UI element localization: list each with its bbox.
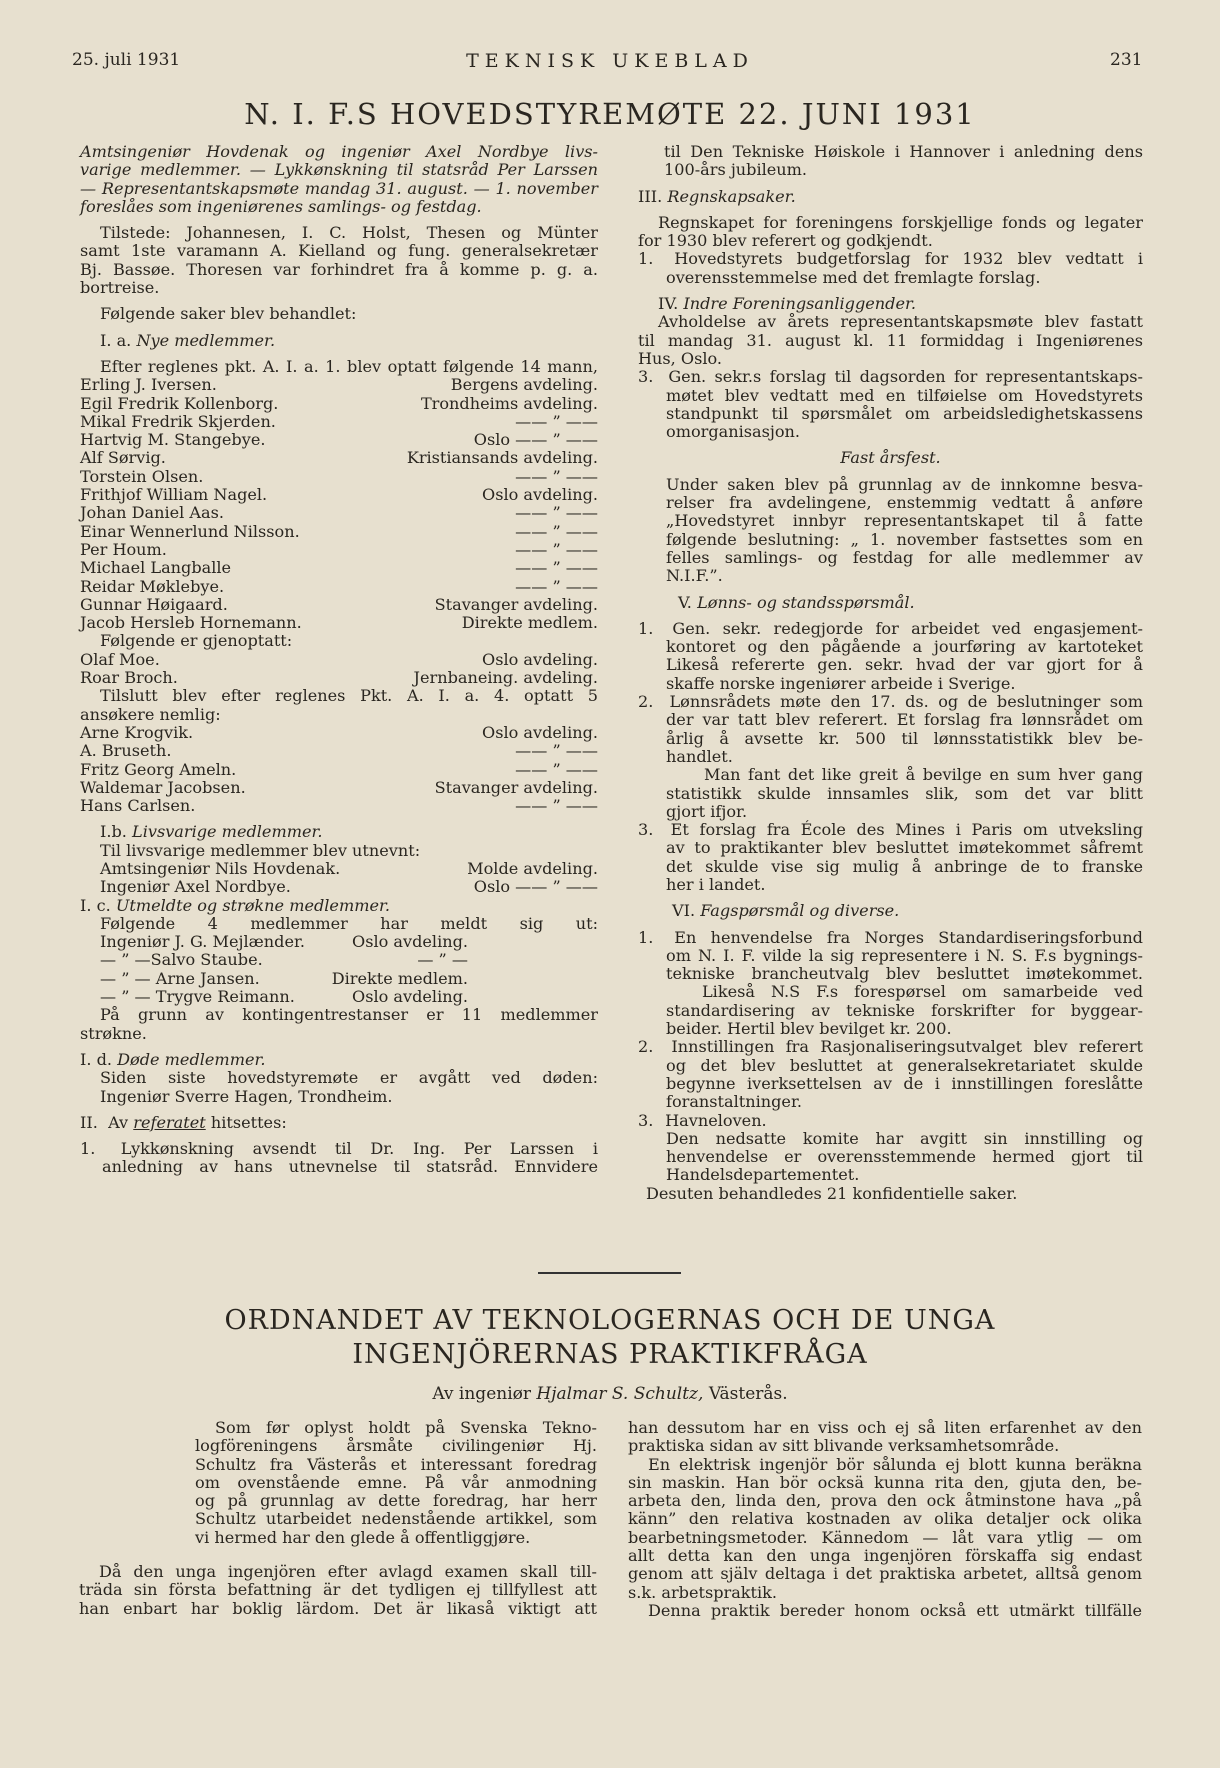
item-text: Gen. sekr.s forslag til dagsorden for representantskaps- — [668, 367, 1143, 387]
text-line — [638, 368, 1143, 386]
member-list-new — [80, 376, 598, 632]
member-division: —— ” —— — [515, 539, 598, 559]
text-line: N.I.F.”. — [666, 566, 723, 586]
summary-line: varige medlemmer. — Lykkønskning til statsråd Per Larssen — [80, 160, 598, 180]
member-division: Oslo avdeling. — [482, 485, 598, 505]
text-line: Schultz utarbeidet nedenstående artikkel, som — [195, 1509, 597, 1529]
text-line: skaffe norske ingeniører arbeide i Sverige. — [666, 673, 1016, 693]
member-row — [80, 468, 598, 486]
member-row — [80, 486, 598, 504]
text-line — [638, 1038, 1143, 1056]
text-line: Regnskapet for foreningens forskjellige fonds og legater — [658, 212, 1143, 232]
member-row — [80, 578, 598, 596]
section-divider — [538, 1272, 681, 1274]
section-number: VI. — [672, 901, 696, 921]
member-list-resigned — [80, 933, 598, 1006]
member-division: Oslo —— ” —— — [473, 430, 598, 450]
member-name: — ” — Arne Jansen. — [100, 968, 260, 988]
text-line: vi hermed har den glede å offentliggjøre. — [195, 1527, 531, 1547]
text-line: relser fra avdelingene, enstemmig vedtatt å anføre — [666, 493, 1143, 513]
item-text: Hovedstyrets budgetforslag for 1932 blev vedtatt i — [674, 249, 1143, 269]
member-name: Mikal Fredrik Skjerden. — [80, 411, 276, 431]
text-line: møtet blev vedtatt med en tilføielse om Hovedstyrets — [666, 385, 1143, 405]
text-line: arbeta den, linda den, prova den ock åtminstone hava „på — [628, 1491, 1142, 1511]
section-title: Nye medlemmer. — [136, 330, 276, 350]
member-row — [100, 860, 598, 878]
section-prefix: Av — [108, 1112, 129, 1132]
member-list-lifetime — [80, 860, 598, 897]
text-line: handlet. — [666, 746, 733, 766]
text-line: for 1930 blev referert og godkjendt. — [638, 231, 933, 251]
text-line: samt 1ste varamann A. Kielland og fung. generalsekretær — [80, 241, 598, 261]
member-name: Ingeniør Axel Nordbye. — [100, 877, 291, 897]
member-row — [80, 523, 598, 541]
text-line: Tilslutt blev efter reglenes Pkt. A. I. a. 4. optatt 5 — [100, 686, 598, 706]
member-name: Arne Krogvik. — [80, 722, 194, 742]
member-row — [80, 413, 598, 431]
text-line: der var tatt blev referert. Et forslag fra lønnsrådet om — [666, 710, 1143, 730]
text-line: anledning av hans utnevnelse til statsråd. Ennvidere — [102, 1157, 598, 1177]
member-row — [80, 449, 598, 467]
member-row — [80, 724, 598, 742]
text-line: praktiska sidan av sitt blivande verksamhetsområde. — [628, 1436, 1060, 1456]
section-heading — [80, 897, 598, 915]
member-name: Erling J. Iversen. — [80, 375, 217, 395]
text-line: Hus, Oslo. — [638, 348, 723, 368]
page-number: 231 — [1110, 50, 1143, 70]
member-name: Hans Carlsen. — [80, 796, 196, 816]
text-line: her i landet. — [666, 874, 766, 894]
member-row — [100, 970, 468, 988]
text-line: overensstemmelse med det fremlagte forslag. — [666, 267, 1041, 287]
member-division: —— ” —— — [515, 521, 598, 541]
member-row — [80, 742, 598, 760]
text-line: omorganisasjon. — [666, 422, 801, 442]
text-line: Den nedsatte komite har avgitt sin innstilling og — [666, 1128, 1143, 1148]
article1-left-column — [80, 143, 598, 1177]
author-place: Västerås. — [708, 1384, 788, 1404]
text-line: genom att själv deltaga i det praktiska arbetet, alltså genom — [628, 1564, 1142, 1584]
text-line: 100-års jubileum. — [664, 160, 808, 180]
member-division: —— ” —— — [515, 796, 598, 816]
member-division: Stavanger avdeling. — [434, 594, 598, 614]
member-division: —— ” —— — [515, 576, 598, 596]
text-line: om ovenstående emne. På vår anmodning — [195, 1472, 597, 1492]
subheading: Fast årsfest. — [840, 448, 941, 468]
member-row — [80, 376, 598, 394]
text-line: henvendelse er overensstemmende hermed gjort til — [666, 1147, 1143, 1167]
item-text: Lykkønskning avsendt til Dr. Ing. Per Larssen i — [120, 1139, 598, 1159]
text-line: logföreningens årsmåte civilingeniør Hj. — [195, 1436, 597, 1456]
member-name: Amtsingeniør Nils Hovdenak. — [100, 858, 341, 878]
text-line: kontoret og den pågående a jourføring av kartoteket — [666, 637, 1143, 657]
text-line: Følgende saker blev behandlet: — [100, 304, 357, 324]
text-line: „Hovedstyret innbyr representantskapet til å fatte — [666, 511, 1143, 531]
member-division: Oslo avdeling. — [352, 932, 468, 952]
member-name: Alf Sørvig. — [80, 448, 166, 468]
text-line: Likeså refererte gen. sekr. hvad der var gjort for å — [666, 655, 1143, 675]
page-date: 25. juli 1931 — [72, 50, 181, 70]
text-line: gjort ifjor. — [666, 801, 748, 821]
member-division: —— ” —— — [515, 503, 598, 523]
member-division: Oslo avdeling. — [482, 722, 598, 742]
section-title: Indre Foreningsanliggender. — [683, 294, 917, 314]
member-name: Gunnar Høigaard. — [80, 594, 228, 614]
article2-intro — [195, 1419, 597, 1547]
text-line: s.k. arbetspraktik. — [628, 1582, 778, 1602]
member-row — [80, 395, 598, 413]
member-row — [80, 559, 598, 577]
member-name: Reidar Møklebye. — [80, 576, 225, 596]
member-division: —— ” —— — [515, 759, 598, 779]
member-division: Direkte medlem. — [461, 613, 598, 633]
member-list-applicants — [80, 724, 598, 815]
member-name: Olaf Moe. — [80, 649, 160, 669]
article2-title-line2: INGENJÖRERNAS PRAKTIKFRÅGA — [352, 1339, 868, 1370]
journal-name: TEKNISK UKEBLAD — [466, 50, 754, 72]
section-heading — [80, 823, 598, 841]
section-title: Regnskapsaker. — [667, 186, 796, 206]
item-number: 3. — [638, 367, 654, 387]
section-number: IV. — [658, 294, 679, 314]
author-name: Hjalmar S. Schultz, — [536, 1384, 704, 1404]
member-name: Frithjof William Nagel. — [80, 485, 268, 505]
item-text: Lønnsrådets møte den 17. ds. og de beslutninger som — [669, 692, 1143, 712]
section-number: I. c. — [80, 895, 111, 915]
item-number: 1. — [638, 618, 654, 638]
member-division: —— ” —— — [515, 558, 598, 578]
member-row — [80, 504, 598, 522]
text-line: Tilstede: Johannesen, I. C. Holst, Thesen og Münter — [100, 223, 598, 243]
text-line: til mandag 31. august kl. 11 formiddag i Ingeniørenes — [638, 330, 1143, 350]
summary-line: foreslåes som ingeniørenes samlings- og festdag. — [80, 196, 482, 216]
member-row — [80, 614, 598, 632]
text-line: han enbart har boklig lärdom. Det är likaså viktigt att — [79, 1598, 597, 1618]
text-line: ansøkere nemlig: — [80, 704, 221, 724]
text-line — [638, 1112, 1143, 1130]
member-name: Waldemar Jacobsen. — [80, 777, 246, 797]
member-name: Roar Broch. — [80, 668, 178, 688]
member-division: Direkte medlem. — [331, 968, 468, 988]
summary-line: — Representantskapsmøte mandag 31. august. — 1. november — [80, 178, 598, 198]
item-number: 2. — [638, 1037, 654, 1057]
section-title: Utmeldte og strøkne medlemmer. — [115, 895, 391, 915]
member-name: — ” —Salvo Staube. — [100, 950, 263, 970]
text-line: bearbetningsmetoder. Kännedom — låt vara ytlig — om — [628, 1527, 1142, 1547]
member-row — [100, 933, 468, 951]
text-line: det skulde vise sig mulig å anbringe de to franske — [666, 856, 1143, 876]
member-division: —— ” —— — [515, 741, 598, 761]
member-name: A. Bruseth. — [80, 741, 172, 761]
section-heading — [80, 332, 598, 350]
member-division: —— ” —— — [515, 411, 598, 431]
item-text: Havneloven. — [665, 1110, 767, 1130]
text-line: foranstaltninger. — [666, 1092, 802, 1112]
member-division: Kristiansands avdeling. — [406, 448, 598, 468]
text-line: Handelsdepartementet. — [666, 1165, 860, 1185]
text-line: Man fant det like greit å bevilge en sum hver gang — [704, 765, 1143, 785]
text-line: Då den unga ingenjören efter avlagd examen skall till- — [99, 1562, 597, 1581]
item-number: 1. — [638, 249, 654, 269]
section-number: I. a. — [100, 330, 132, 350]
section-number: I.b. — [100, 822, 127, 842]
member-division: Oslo —— ” —— — [473, 877, 598, 897]
member-division: Oslo avdeling. — [482, 649, 598, 669]
member-row — [80, 596, 598, 614]
text-line: strøkne. — [80, 1023, 147, 1043]
member-name: Michael Langballe — [80, 558, 232, 578]
section-title: Lønns- og standsspørsmål. — [697, 592, 915, 612]
section-title: Fagspørsmål og diverse. — [700, 901, 900, 921]
text-line: begynne iverksettelsen av de i innstillingen foreslåtte — [666, 1073, 1143, 1093]
item-number: 3. — [638, 1110, 654, 1130]
summary-line: Amtsingeniør Hovdenak og ingeniør Axel Nordbye livs- — [80, 142, 598, 161]
section-number: III. — [638, 186, 663, 206]
member-name: Fritz Georg Ameln. — [80, 759, 237, 779]
text-line: En elektrisk ingenjör bör sålunda ej blott kunna beräkna — [648, 1454, 1142, 1474]
member-name: Ingeniør J. G. Mejlænder. — [100, 932, 306, 952]
section-heading — [638, 188, 1143, 206]
text-line: Siden siste hovedstyremøte er avgått ved døden: — [100, 1068, 598, 1088]
member-row — [100, 988, 468, 1006]
text-line: Følgende 4 medlemmer har meldt sig ut: — [100, 913, 598, 933]
text-line: Schultz fra Västerås et interessant foredrag — [195, 1454, 597, 1474]
article1-right-column — [638, 143, 1143, 1203]
section-title: Livsvarige medlemmer. — [132, 822, 323, 842]
text-line: Avholdelse av årets representantskapsmøte blev fastatt — [658, 312, 1143, 332]
member-name: Jacob Hersleb Hornemann. — [80, 613, 302, 633]
member-row — [80, 541, 598, 559]
text-line: felles samlings- og festdag for alle medlemmer av — [666, 547, 1143, 567]
item-number: 1. — [638, 927, 654, 947]
text-line: og det blev besluttet at generalsekretariatet skulde — [666, 1055, 1143, 1075]
text-line — [638, 620, 1143, 638]
member-division: Oslo avdeling. — [352, 987, 468, 1007]
text-line: På grunn av kontingentrestanser er 11 medlemmer — [100, 1005, 598, 1025]
item-text: Et forslag fra École des Mines i Paris om utveksling — [670, 820, 1143, 840]
text-line: av to praktikanter blev besluttet imøtekommet såfremt — [666, 838, 1143, 858]
member-division: —— ” —— — [515, 466, 598, 486]
text-line: Under saken blev på grunnlag av de innkomne besva- — [666, 474, 1143, 494]
member-row — [80, 779, 598, 797]
text-line: sin maskin. Han bör ocksä kunna rita den, gjuta den, be- — [628, 1472, 1142, 1492]
member-row — [100, 878, 598, 896]
member-row — [80, 431, 598, 449]
section-heading — [638, 594, 1143, 612]
text-line: statistikk skulde innsamles slik, som det var blitt — [666, 783, 1143, 803]
text-line: følgende beslutning: „ 1. november fastsettes som en — [666, 529, 1143, 549]
text-line: standpunkt til spørsmålet om arbeidsledighetskassens — [666, 403, 1143, 423]
member-name: Hartvig M. Stangebye. — [80, 430, 266, 450]
member-name: Johan Daniel Aas. — [80, 503, 224, 523]
member-division: Jernbaneing. avdeling. — [413, 668, 598, 688]
member-division: Molde avdeling. — [467, 858, 598, 878]
text-line: beider. Hertil blev bevilget kr. 200. — [666, 1019, 952, 1039]
article2-title-line1: ORDNANDET AV TEKNOLOGERNAS OCH DE UNGA — [224, 1305, 996, 1336]
section-number: I. d. — [80, 1049, 113, 1069]
text-line — [638, 250, 1143, 268]
member-row — [100, 951, 468, 969]
section-heading — [80, 1051, 598, 1069]
text-line: han dessutom har en viss och ej så liten erfarenhet av den — [628, 1418, 1142, 1437]
section-number: II. — [80, 1112, 98, 1132]
text-line: årlig å avsette kr. 500 til lønnsstatistikk blev be- — [666, 728, 1143, 748]
text-line — [638, 929, 1143, 947]
text-line: Til livsvarige medlemmer blev utnevnt: — [100, 840, 421, 860]
member-division: — ” — — [417, 950, 468, 970]
member-row — [80, 669, 598, 687]
member-name: Per Houm. — [80, 539, 167, 559]
text-line: träda sin första befattning är det tydligen ej tillfyllest att — [79, 1580, 597, 1600]
text-line: Efter reglenes pkt. A. I. a. 1. blev optatt følgende 14 mann, — [100, 356, 598, 376]
member-list-readmitted — [80, 651, 598, 688]
text-line: allt detta kan den unga ingenjören förskaffa sig endast — [628, 1546, 1142, 1566]
text-line — [80, 1140, 598, 1158]
item-text: En henvendelse fra Norges Standardiseringsforbund — [674, 927, 1143, 947]
text-line: Som før oplyst holdt på Svenska Tekno- — [215, 1418, 597, 1437]
member-division: Stavanger avdeling. — [434, 777, 598, 797]
text-line: om N. I. F. vilde la sig representere i N. S. F.s bygnings- — [666, 945, 1143, 965]
text-line: Denna praktik bereder honom också ett utmärkt tillfälle — [648, 1600, 1142, 1620]
member-row — [80, 651, 598, 669]
item-text: Gen. sekr. redegjorde for arbeidet ved engasjement- — [672, 618, 1143, 638]
section-number: V. — [678, 592, 692, 612]
text-line: känn” den relativa kostnaden av olika detaljer ock olika — [628, 1509, 1142, 1529]
text-line: Følgende er gjenoptatt: — [100, 631, 293, 651]
member-row — [80, 797, 598, 815]
text-line: standardisering av tekniske forskrifter for byggear- — [666, 1000, 1143, 1020]
item-number: 3. — [638, 820, 654, 840]
byline-prefix: Av ingeniør — [432, 1384, 531, 1404]
member-name: — ” — Trygve Reimann. — [100, 987, 295, 1007]
section-title: referatet — [133, 1112, 206, 1132]
member-name: Torstein Olsen. — [80, 466, 204, 486]
text-line: og på grunnlag av dette foredrag, har herr — [195, 1491, 597, 1511]
member-name: Egil Fredrik Kollenborg. — [80, 393, 279, 413]
member-division: Trondheims avdeling. — [420, 393, 598, 413]
section-suffix: hitsettes: — [210, 1112, 287, 1132]
member-name: Einar Wennerlund Nilsson. — [80, 521, 300, 541]
section-heading — [638, 902, 1143, 920]
text-line: bortreise. — [80, 278, 160, 298]
article-title: N. I. F.S HOVEDSTYREMØTE 22. JUNI 1931 — [244, 97, 976, 131]
text-line: Bj. Bassøe. Thoresen var forhindret fra å komme p. g. a. — [80, 259, 598, 279]
byline — [0, 1384, 1220, 1404]
text-line: Ingeniør Sverre Hagen, Trondheim. — [100, 1086, 393, 1106]
item-number: 1. — [80, 1139, 96, 1159]
text-line — [638, 693, 1143, 711]
member-row — [80, 761, 598, 779]
closing-line: Desuten behandledes 21 konfidentielle saker. — [646, 1183, 1018, 1203]
text-line — [638, 821, 1143, 839]
text-line: Likeså N.S F.s forespørsel om samarbeide ved — [702, 982, 1143, 1002]
article2-left-column — [79, 1563, 597, 1618]
section-heading — [638, 295, 1143, 313]
section-heading — [80, 1114, 598, 1132]
section-title: Døde medlemmer. — [117, 1049, 266, 1069]
article2-right-column — [628, 1419, 1142, 1620]
item-number: 2. — [638, 692, 654, 712]
text-line: til Den Tekniske Høiskole i Hannover i anledning dens — [664, 142, 1143, 161]
text-line: tekniske brancheutvalg blev besluttet imøtekommet. — [666, 964, 1143, 984]
member-division: Bergens avdeling. — [450, 375, 598, 395]
item-text: Innstillingen fra Rasjonaliseringsutvalget blev referert — [671, 1037, 1143, 1057]
